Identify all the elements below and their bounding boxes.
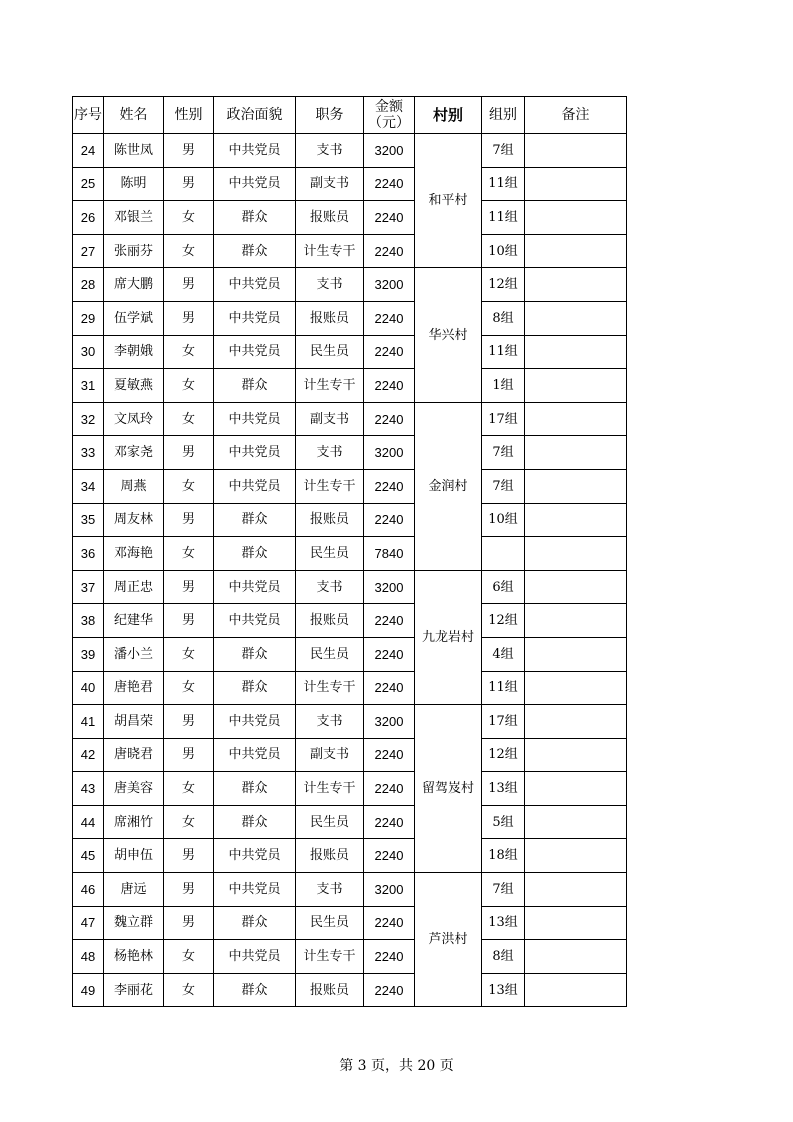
cell-group: 6组 xyxy=(482,570,525,604)
cell-amount: 3200 xyxy=(364,570,415,604)
cell-seq: 28 xyxy=(73,268,104,302)
cell-group xyxy=(482,537,525,571)
cell-political: 中共党员 xyxy=(214,335,296,369)
cell-group: 10组 xyxy=(482,503,525,537)
cell-seq: 38 xyxy=(73,604,104,638)
cell-seq: 41 xyxy=(73,705,104,739)
cell-name: 唐美容 xyxy=(104,772,164,806)
cell-seq: 24 xyxy=(73,134,104,168)
cell-name: 唐晓君 xyxy=(104,738,164,772)
cell-name: 陈明 xyxy=(104,167,164,201)
cell-note xyxy=(525,134,627,168)
cell-group: 1组 xyxy=(482,369,525,403)
cell-gender: 女 xyxy=(164,234,214,268)
table-row xyxy=(73,436,627,470)
table-row xyxy=(73,402,627,436)
cell-group: 11组 xyxy=(482,335,525,369)
cell-gender: 男 xyxy=(164,839,214,873)
table-row xyxy=(73,134,627,168)
cell-amount: 2240 xyxy=(364,234,415,268)
cell-political: 中共党员 xyxy=(214,604,296,638)
cell-position: 支书 xyxy=(296,570,364,604)
cell-gender: 女 xyxy=(164,940,214,974)
cell-gender: 男 xyxy=(164,134,214,168)
cell-group: 12组 xyxy=(482,268,525,302)
cell-seq: 36 xyxy=(73,537,104,571)
cell-seq: 45 xyxy=(73,839,104,873)
cell-gender: 女 xyxy=(164,335,214,369)
cell-political: 中共党员 xyxy=(214,268,296,302)
header-position: 职务 xyxy=(296,97,364,134)
header-seq: 序号 xyxy=(73,97,104,134)
cell-position: 民生员 xyxy=(296,906,364,940)
cell-name: 张丽芬 xyxy=(104,234,164,268)
cell-gender: 男 xyxy=(164,873,214,907)
cell-note xyxy=(525,805,627,839)
cell-gender: 女 xyxy=(164,469,214,503)
cell-village: 九龙岩村 xyxy=(415,570,482,704)
cell-gender: 男 xyxy=(164,906,214,940)
header-amount: 金额（元） xyxy=(364,97,415,134)
cell-amount: 2240 xyxy=(364,301,415,335)
header-row xyxy=(73,97,627,134)
cell-name: 文凤玲 xyxy=(104,402,164,436)
table-row xyxy=(73,167,627,201)
cell-name: 席湘竹 xyxy=(104,805,164,839)
cell-group: 7组 xyxy=(482,873,525,907)
cell-gender: 男 xyxy=(164,705,214,739)
cell-group: 13组 xyxy=(482,772,525,806)
cell-position: 计生专干 xyxy=(296,369,364,403)
cell-amount: 3200 xyxy=(364,705,415,739)
cell-political: 中共党员 xyxy=(214,134,296,168)
cell-amount: 2240 xyxy=(364,772,415,806)
cell-village: 金润村 xyxy=(415,402,482,570)
table-row xyxy=(73,201,627,235)
cell-name: 陈世凤 xyxy=(104,134,164,168)
cell-gender: 男 xyxy=(164,570,214,604)
cell-position: 计生专干 xyxy=(296,234,364,268)
cell-seq: 27 xyxy=(73,234,104,268)
cell-village: 留驾岌村 xyxy=(415,705,482,873)
cell-amount: 2240 xyxy=(364,940,415,974)
cell-gender: 女 xyxy=(164,772,214,806)
cell-name: 李朝娥 xyxy=(104,335,164,369)
cell-political: 中共党员 xyxy=(214,570,296,604)
cell-political: 群众 xyxy=(214,503,296,537)
cell-note xyxy=(525,503,627,537)
cell-amount: 2240 xyxy=(364,973,415,1007)
cell-seq: 42 xyxy=(73,738,104,772)
cell-seq: 39 xyxy=(73,637,104,671)
cell-political: 中共党员 xyxy=(214,873,296,907)
cell-note xyxy=(525,604,627,638)
cell-position: 报账员 xyxy=(296,604,364,638)
cell-group: 11组 xyxy=(482,671,525,705)
cell-amount: 2240 xyxy=(364,839,415,873)
cell-political: 群众 xyxy=(214,637,296,671)
cell-gender: 男 xyxy=(164,604,214,638)
cell-note xyxy=(525,201,627,235)
cell-note xyxy=(525,402,627,436)
cell-amount: 2240 xyxy=(364,402,415,436)
table-row xyxy=(73,268,627,302)
cell-seq: 30 xyxy=(73,335,104,369)
cell-political: 中共党员 xyxy=(214,705,296,739)
cell-group: 17组 xyxy=(482,402,525,436)
cell-political: 群众 xyxy=(214,973,296,1007)
cell-group: 11组 xyxy=(482,201,525,235)
cell-name: 周友林 xyxy=(104,503,164,537)
cell-note xyxy=(525,268,627,302)
cell-note xyxy=(525,772,627,806)
cell-political: 中共党员 xyxy=(214,469,296,503)
cell-name: 李丽花 xyxy=(104,973,164,1007)
cell-gender: 女 xyxy=(164,637,214,671)
cell-group: 7组 xyxy=(482,134,525,168)
cell-amount: 2240 xyxy=(364,469,415,503)
table-row xyxy=(73,537,627,571)
cell-note xyxy=(525,671,627,705)
cell-position: 支书 xyxy=(296,873,364,907)
cell-seq: 29 xyxy=(73,301,104,335)
cell-note xyxy=(525,167,627,201)
table-row xyxy=(73,738,627,772)
table-row xyxy=(73,940,627,974)
cell-gender: 男 xyxy=(164,301,214,335)
cell-position: 报账员 xyxy=(296,973,364,1007)
cell-position: 副支书 xyxy=(296,402,364,436)
cell-seq: 43 xyxy=(73,772,104,806)
cell-amount: 2240 xyxy=(364,369,415,403)
cell-political: 群众 xyxy=(214,369,296,403)
cell-group: 4组 xyxy=(482,637,525,671)
page-footer: 第 3 页，共 20 页 xyxy=(339,1058,454,1074)
cell-seq: 44 xyxy=(73,805,104,839)
table-row xyxy=(73,469,627,503)
cell-seq: 37 xyxy=(73,570,104,604)
cell-note xyxy=(525,906,627,940)
table-row xyxy=(73,839,627,873)
cell-political: 群众 xyxy=(214,537,296,571)
cell-political: 群众 xyxy=(214,772,296,806)
header-village: 村别 xyxy=(415,97,482,134)
cell-amount: 3200 xyxy=(364,268,415,302)
cell-name: 邓海艳 xyxy=(104,537,164,571)
header-gender: 性别 xyxy=(164,97,214,134)
table-row xyxy=(73,805,627,839)
cell-note xyxy=(525,839,627,873)
cell-group: 8组 xyxy=(482,940,525,974)
cell-position: 支书 xyxy=(296,436,364,470)
cell-seq: 32 xyxy=(73,402,104,436)
cell-gender: 女 xyxy=(164,369,214,403)
cell-position: 支书 xyxy=(296,705,364,739)
cell-note xyxy=(525,537,627,571)
header-political: 政治面貌 xyxy=(214,97,296,134)
cell-amount: 2240 xyxy=(364,503,415,537)
cell-amount: 2240 xyxy=(364,637,415,671)
cell-position: 民生员 xyxy=(296,805,364,839)
cell-note xyxy=(525,738,627,772)
cell-political: 中共党员 xyxy=(214,402,296,436)
cell-position: 民生员 xyxy=(296,335,364,369)
cell-political: 中共党员 xyxy=(214,738,296,772)
cell-position: 报账员 xyxy=(296,503,364,537)
cell-political: 中共党员 xyxy=(214,436,296,470)
cell-name: 杨艳林 xyxy=(104,940,164,974)
cell-note xyxy=(525,436,627,470)
cell-name: 唐艳君 xyxy=(104,671,164,705)
cell-amount: 2240 xyxy=(364,738,415,772)
header-note: 备注 xyxy=(525,97,627,134)
cell-position: 计生专干 xyxy=(296,772,364,806)
cell-group: 12组 xyxy=(482,604,525,638)
table-row xyxy=(73,772,627,806)
cell-group: 12组 xyxy=(482,738,525,772)
cell-seq: 48 xyxy=(73,940,104,974)
cell-group: 7组 xyxy=(482,436,525,470)
cell-note xyxy=(525,369,627,403)
table-row xyxy=(73,873,627,907)
cell-gender: 男 xyxy=(164,268,214,302)
cell-note xyxy=(525,637,627,671)
cell-name: 夏敏燕 xyxy=(104,369,164,403)
cell-name: 伍学斌 xyxy=(104,301,164,335)
cell-note xyxy=(525,873,627,907)
cell-position: 支书 xyxy=(296,134,364,168)
cell-position: 民生员 xyxy=(296,537,364,571)
cell-position: 民生员 xyxy=(296,637,364,671)
cell-group: 11组 xyxy=(482,167,525,201)
table-row xyxy=(73,570,627,604)
cell-note xyxy=(525,940,627,974)
cell-name: 席大鹏 xyxy=(104,268,164,302)
cell-gender: 女 xyxy=(164,201,214,235)
cell-position: 支书 xyxy=(296,268,364,302)
cell-amount: 2240 xyxy=(364,906,415,940)
cell-political: 中共党员 xyxy=(214,940,296,974)
table-row xyxy=(73,301,627,335)
cell-group: 13组 xyxy=(482,906,525,940)
cell-gender: 女 xyxy=(164,805,214,839)
cell-gender: 男 xyxy=(164,503,214,537)
cell-political: 群众 xyxy=(214,671,296,705)
cell-political: 群众 xyxy=(214,234,296,268)
cell-position: 报账员 xyxy=(296,839,364,873)
cell-position: 计生专干 xyxy=(296,940,364,974)
cell-seq: 34 xyxy=(73,469,104,503)
cell-amount: 2240 xyxy=(364,671,415,705)
cell-amount: 2240 xyxy=(364,201,415,235)
cell-seq: 49 xyxy=(73,973,104,1007)
cell-group: 17组 xyxy=(482,705,525,739)
cell-note xyxy=(525,301,627,335)
cell-political: 中共党员 xyxy=(214,839,296,873)
table-row xyxy=(73,503,627,537)
header-name: 姓名 xyxy=(104,97,164,134)
cell-name: 邓银兰 xyxy=(104,201,164,235)
cell-political: 中共党员 xyxy=(214,301,296,335)
roster-body xyxy=(73,134,627,1007)
cell-note xyxy=(525,335,627,369)
table-row xyxy=(73,973,627,1007)
cell-name: 胡申伍 xyxy=(104,839,164,873)
cell-name: 邓家尧 xyxy=(104,436,164,470)
cell-gender: 女 xyxy=(164,671,214,705)
cell-gender: 女 xyxy=(164,402,214,436)
cell-gender: 女 xyxy=(164,537,214,571)
cell-seq: 26 xyxy=(73,201,104,235)
cell-group: 8组 xyxy=(482,301,525,335)
cell-political: 群众 xyxy=(214,201,296,235)
cell-village: 和平村 xyxy=(415,134,482,268)
table-row xyxy=(73,369,627,403)
cell-amount: 2240 xyxy=(364,604,415,638)
cell-amount: 2240 xyxy=(364,335,415,369)
cell-name: 周正忠 xyxy=(104,570,164,604)
cell-village: 华兴村 xyxy=(415,268,482,402)
cell-name: 周燕 xyxy=(104,469,164,503)
cell-name: 纪建华 xyxy=(104,604,164,638)
table-row xyxy=(73,671,627,705)
cell-name: 潘小兰 xyxy=(104,637,164,671)
cell-seq: 25 xyxy=(73,167,104,201)
cell-position: 计生专干 xyxy=(296,469,364,503)
cell-amount: 3200 xyxy=(364,436,415,470)
cell-amount: 3200 xyxy=(364,134,415,168)
table-row xyxy=(73,335,627,369)
table-row xyxy=(73,637,627,671)
cell-note xyxy=(525,570,627,604)
cell-political: 群众 xyxy=(214,906,296,940)
cell-seq: 40 xyxy=(73,671,104,705)
cell-gender: 男 xyxy=(164,167,214,201)
cell-gender: 女 xyxy=(164,973,214,1007)
table-row xyxy=(73,705,627,739)
cell-note xyxy=(525,469,627,503)
table-row xyxy=(73,604,627,638)
cell-note xyxy=(525,705,627,739)
cell-note xyxy=(525,973,627,1007)
cell-seq: 31 xyxy=(73,369,104,403)
cell-group: 13组 xyxy=(482,973,525,1007)
cell-village: 芦洪村 xyxy=(415,873,482,1007)
cell-position: 计生专干 xyxy=(296,671,364,705)
cell-amount: 7840 xyxy=(364,537,415,571)
cell-gender: 男 xyxy=(164,436,214,470)
cell-group: 10组 xyxy=(482,234,525,268)
cell-seq: 46 xyxy=(73,873,104,907)
table-row xyxy=(73,234,627,268)
cell-name: 唐远 xyxy=(104,873,164,907)
table-row xyxy=(73,906,627,940)
cell-seq: 33 xyxy=(73,436,104,470)
cell-seq: 35 xyxy=(73,503,104,537)
cell-name: 胡昌荣 xyxy=(104,705,164,739)
cell-position: 报账员 xyxy=(296,301,364,335)
cell-group: 18组 xyxy=(482,839,525,873)
cell-position: 副支书 xyxy=(296,167,364,201)
cell-seq: 47 xyxy=(73,906,104,940)
cell-political: 中共党员 xyxy=(214,167,296,201)
header-group: 组别 xyxy=(482,97,525,134)
cell-amount: 2240 xyxy=(364,805,415,839)
cell-note xyxy=(525,234,627,268)
cell-group: 5组 xyxy=(482,805,525,839)
cell-name: 魏立群 xyxy=(104,906,164,940)
cell-group: 7组 xyxy=(482,469,525,503)
cell-position: 副支书 xyxy=(296,738,364,772)
cell-political: 群众 xyxy=(214,805,296,839)
cell-gender: 男 xyxy=(164,738,214,772)
cell-position: 报账员 xyxy=(296,201,364,235)
cell-amount: 2240 xyxy=(364,167,415,201)
cell-amount: 3200 xyxy=(364,873,415,907)
roster-table xyxy=(72,96,627,1007)
